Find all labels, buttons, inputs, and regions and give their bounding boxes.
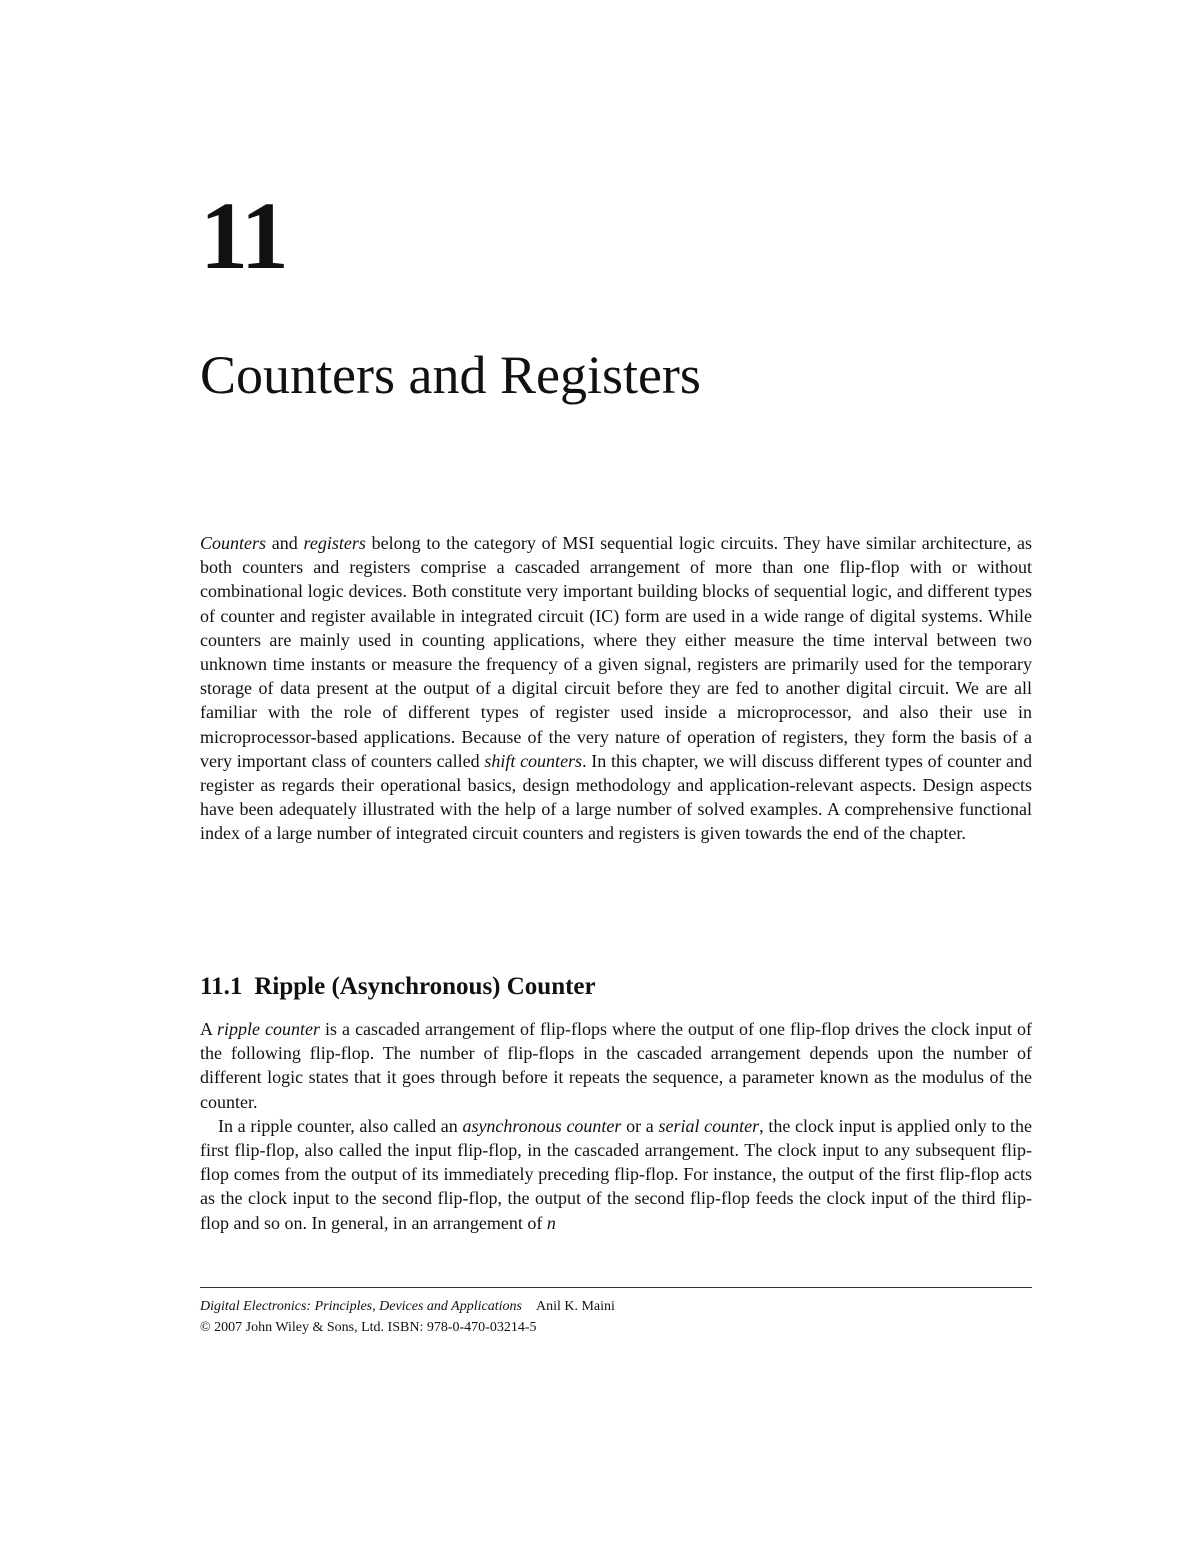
chapter-intro-paragraph [200,531,1032,846]
para1-text-2: is a cascaded arrangement of flip-flops where the output of one flip-flop drives the clock input of the following flip-flop. The number of flip-flops in the cascaded arrangement depends upon the number of different logic states that it goes through before it repeats the sequence, a parameter known as the modulus of the counter. [200,1019,1033,1112]
chapter-number: 11 [200,182,287,289]
section-body [200,1017,1032,1235]
footnote-citation [200,1296,1032,1317]
intro-text-3: . In this chapter, we will discuss different types of counter and register as regards their operational basics, design methodology and application-relevant aspects. Design aspects have been adequately illustrated with the help of a large number of solved examples. A comprehensive functional index of a large number of integrated circuit counters and registers is given towards the end of the chapter. [200,750,1032,844]
para1-text-1: A [200,1019,218,1039]
book-title: Digital Electronics: Principles, Devices and Applications [200,1299,522,1314]
book-author: Anil K. Maini [535,1299,615,1314]
copyright-notice: © 2007 John Wiley & Sons, Ltd. ISBN: 978-0-470-03214-5 [200,1320,537,1335]
footnote [200,1296,1032,1338]
para2-text-1: In a ripple counter, also called an [218,1115,463,1136]
section-paragraph-1 [200,1017,1032,1114]
term-registers: registers [303,533,366,553]
var-n: n [546,1212,556,1233]
para2-text-3: , the clock input is applied only to the first flip-flop, also called the input flip-flop, in the cascaded arrangement. The clock input to any subsequent flip-flop comes from the output of its immediately preceding flip-flop. For instance, the output of the first flip-flop acts as the clock input to the second flip-flop, the output of the second flip-flop feeds the clock input of the third flip-flop and so on. In general, in an arrangement of [200,1115,1033,1233]
footnote-divider [200,1287,1032,1288]
section-paragraph-2 [200,1114,1032,1235]
section-number: 11.1 [200,973,243,1000]
term-ripple-counter: ripple counter [217,1019,321,1039]
term-serial-counter: serial counter [658,1115,760,1136]
chapter-title: Counters and Registers [200,345,701,405]
intro-text-2: belong to the category of MSI sequential logic circuits. They have similar architecture, as both counters and registers comprise a cascaded arrangement of more than one flip-flop with or without combinational logic devices. Both constitute very important building blocks of sequential logic, and different types of counter and register available in integrated circuit (IC) form are used in a wide range of digital systems. While counters are mainly used in counting applications, where they either measure the time interval between two unknown time instants or measure the frequency of a given signal, registers are primarily used for the temporary storage of data present at the output of a digital circuit before they are fed to another digital circuit. We are all familiar with the role of different types of register used inside a microprocessor, and also their use in microprocessor-based applications. Because of the very nature of operation of registers, they form the basis of a very important class of counters called [200,533,1032,771]
term-shift-counters: shift counters [484,750,583,771]
intro-text-1: and [266,533,304,553]
term-counters: Counters [200,533,267,553]
para2-text-2: or a [621,1115,659,1136]
term-asynchronous-counter: asynchronous counter [462,1115,622,1136]
section-heading [200,972,596,1002]
section-title: Ripple (Asynchronous) Counter [254,973,596,1000]
